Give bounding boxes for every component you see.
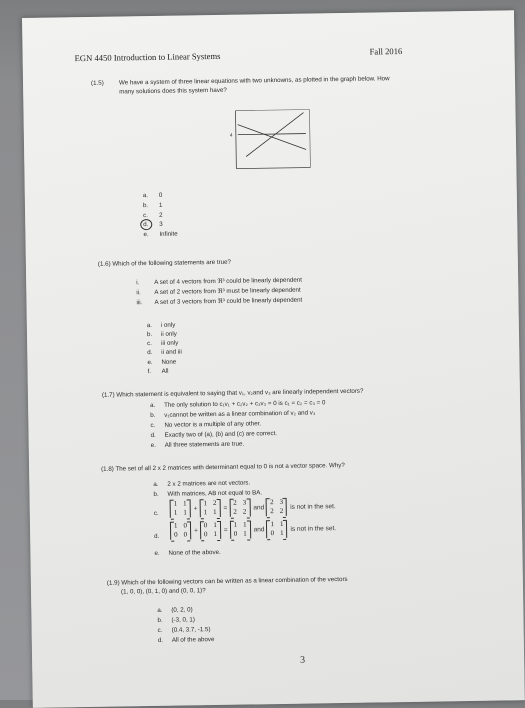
q17-opt-d-letter[interactable]: d. <box>150 431 156 440</box>
q17-opt-a[interactable]: The only solution to c₁v₁ + c₂v₂ + c₃v₃ = 0 is c₁ = c₂ = c₃ = 0 <box>164 399 326 409</box>
q15-graph <box>231 103 312 174</box>
q19-opt-c[interactable]: (0.4, 3.7, -1.5) <box>171 626 211 634</box>
q15-number: (1.5) <box>90 79 104 87</box>
q19-stem-line2: (1, 0, 0), (0, 1, 0) and (0, 0, 1)? <box>120 587 206 596</box>
q18-opt-a[interactable]: 2 x 2 matrices are not vectors. <box>167 479 251 488</box>
q16-opt-d-letter[interactable]: d. <box>147 348 153 357</box>
q18-opt-b[interactable]: With matrices, AB not equal to BA. <box>167 489 263 498</box>
matrix-c3: 2 3 2 2 <box>229 498 250 516</box>
graph-top-frame <box>235 109 309 110</box>
not-in-set-text: is not in the set. <box>290 502 336 511</box>
q15-opt-e-letter[interactable]: e. <box>143 231 149 239</box>
q16-opt-b-letter[interactable]: b. <box>146 330 153 339</box>
q15-opt-d[interactable]: 3 <box>159 220 163 228</box>
q18-opt-d-expression[interactable] <box>170 519 338 540</box>
q16-opt-d[interactable]: ii and iii <box>161 348 182 356</box>
plus-sign: + <box>193 504 198 512</box>
q15-opt-a-letter[interactable]: a. <box>142 192 149 200</box>
q15-opt-c-letter[interactable]: c. <box>143 212 149 220</box>
q17-opt-d[interactable]: Exactly two of (a), (b) and (c) are correct. <box>164 430 278 439</box>
graph-right-frame <box>309 109 310 167</box>
course-title: EGN 4450 Introduction to Linear Systems <box>74 50 221 64</box>
q15-opt-b[interactable]: 1 <box>158 201 163 209</box>
q16-opt-f[interactable]: All <box>161 367 169 375</box>
matrix-d4: 1 1 0 1 <box>266 520 287 538</box>
term-label: Fall 2016 <box>369 46 403 57</box>
q18-opt-b-letter[interactable]: b. <box>153 490 159 498</box>
q17-opt-c[interactable]: No vector is a multiple of any other. <box>164 420 262 429</box>
matrix-d1: 1 0 0 0 <box>170 521 191 539</box>
q17-opt-e[interactable]: All three statements are true. <box>164 440 245 449</box>
q16-stem: (1.6) Which of the following statements are true? <box>97 258 232 268</box>
q19-opt-c-letter[interactable]: c. <box>157 626 163 634</box>
q17-stem: (1.7) Which statement is equivalent to saying that v₁, v₂and v₃ are linearly independent vectors? <box>101 387 364 399</box>
and-word: and <box>253 525 265 533</box>
q19-opt-b[interactable]: (-3, 0, 1) <box>171 616 195 624</box>
graph-line-2 <box>238 134 306 135</box>
q18-opt-c-expression[interactable] <box>170 497 338 518</box>
q18-opt-e-letter[interactable]: e. <box>154 549 160 557</box>
q18-opt-c-letter[interactable]: c. <box>153 509 159 517</box>
q18-opt-e[interactable]: None of the above. <box>168 548 221 557</box>
q17-opt-b[interactable]: v₁cannot be written as a linear combination of v₂ and v₃ <box>164 409 316 419</box>
q16-stmt-2-num: ii. <box>136 289 141 297</box>
q16-stmt-1-num: i. <box>136 279 140 287</box>
q19-opt-a[interactable]: (0, 2, 0) <box>171 606 193 614</box>
q16-opt-a[interactable]: i only <box>160 321 176 329</box>
matrix-c4: 2 3 2 2 <box>266 498 287 516</box>
q18-opt-a-letter[interactable]: a. <box>153 480 159 488</box>
q15-opt-e[interactable]: Infinite <box>159 230 178 238</box>
exam-page <box>22 10 525 708</box>
page-number: 3 <box>300 654 306 666</box>
matrix-c2: 1 2 1 1 <box>199 499 220 517</box>
q17-opt-a-letter[interactable]: a. <box>150 401 156 410</box>
not-in-set-text: is not in the set. <box>290 524 337 533</box>
graph-tick-label: 4 <box>229 132 233 139</box>
q19-opt-b-letter[interactable]: b. <box>157 616 163 624</box>
q16-opt-c-letter[interactable]: c. <box>147 339 153 348</box>
q19-opt-a-letter[interactable]: a. <box>157 606 163 614</box>
q16-opt-c[interactable]: iii only <box>161 339 179 347</box>
q16-stmt-1: A set of 4 vectors from ℜ³ could be linearly dependent <box>154 276 302 286</box>
q15-opt-d-letter[interactable]: d. <box>143 221 149 229</box>
q19-opt-d-letter[interactable]: d. <box>157 636 164 644</box>
q15-stem-line2: many solutions does this system have? <box>119 86 227 96</box>
q15-opt-b-letter[interactable]: b. <box>142 202 149 210</box>
equals-sign: = <box>223 504 228 512</box>
q16-stmt-3-num: iii. <box>136 299 143 307</box>
q16-opt-b[interactable]: ii only <box>160 330 177 338</box>
q15-opt-a[interactable]: 0 <box>158 191 163 199</box>
graph-x-axis <box>236 167 310 168</box>
plus-sign: + <box>194 526 198 534</box>
matrix-d3: 1 1 0 1 <box>230 520 251 538</box>
q18-opt-d-letter[interactable]: d. <box>154 532 160 540</box>
matrix-d2: 0 1 0 1 <box>200 521 221 539</box>
q19-opt-d[interactable]: All of the above <box>171 636 215 644</box>
q16-opt-f-letter[interactable]: f. <box>147 368 152 376</box>
graph-y-axis <box>235 111 236 169</box>
q16-opt-e[interactable]: None <box>161 358 177 366</box>
q15-opt-c[interactable]: 2 <box>159 211 163 219</box>
equals-sign: = <box>223 526 228 534</box>
q17-opt-b-letter[interactable]: b. <box>150 411 156 420</box>
q19-stem-line1: (1.9) Which of the following vectors can be written as a linear combination of the vectors <box>106 575 348 587</box>
q16-stmt-3: A set of 3 vectors from ℜ³ could be linearly dependent <box>154 296 303 306</box>
q17-opt-c-letter[interactable]: c. <box>150 421 156 430</box>
q18-stem: (1.8) The set of all 2 x 2 matrices with determinant equal to 0 is not a vector space. Why? <box>101 461 345 473</box>
q16-stmt-2: A set of 2 vectors from ℜ³ must be linearly dependent <box>154 286 301 296</box>
q17-opt-e-letter[interactable]: e. <box>150 441 156 450</box>
matrix-c1: 1 1 1 1 <box>170 499 191 517</box>
q16-opt-a-letter[interactable]: a. <box>146 321 153 330</box>
q16-opt-e-letter[interactable]: e. <box>147 358 153 367</box>
and-word: and <box>253 503 265 511</box>
q15-stem-line1: We have a system of three linear equations with two unknowns, as plotted in the graph below. How <box>118 75 390 87</box>
